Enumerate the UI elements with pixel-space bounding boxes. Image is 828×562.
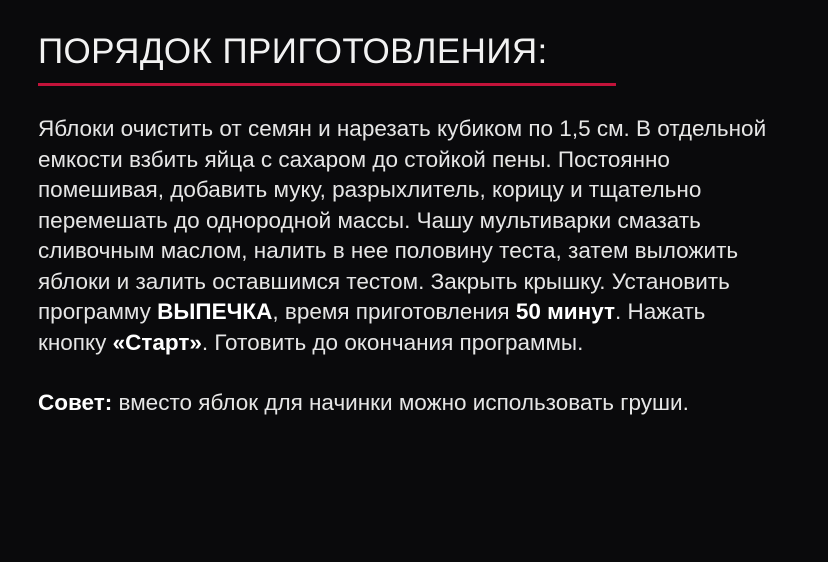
cook-time: 50 минут — [515, 299, 616, 324]
tip-paragraph — [38, 388, 778, 419]
heading-block — [38, 30, 788, 86]
instructions-part1: Яблоки очистить от семян и нарезать кубиком по 1,5 см. В отдельной емкости взбить яйца с сахаром до стойкой пены. Постоянно помешивая, добавить муку, разрыхлитель, корицу и тщательно перемешать до однородной массы. Чашу мультиварки смазать сливочным маслом, налить в нее половину теста, затем выложить яблоки и залить оставшимся тестом. Закрыть крышку. Установить программу — [38, 116, 767, 324]
instructions-part4: . Готовить до окончания программы. — [201, 329, 584, 355]
instructions-part3: . Нажать кнопку — [38, 299, 706, 355]
program-name: ВЫПЕЧКА — [157, 299, 273, 324]
instructions-paragraph — [38, 114, 778, 358]
start-button-name: «Старт» — [112, 329, 202, 355]
page-title: ПОРЯДОК ПРИГОТОВЛЕНИЯ: — [38, 32, 548, 71]
heading-underline-divider — [38, 83, 616, 86]
tip-text: вместо яблок для начинки можно использовать груши. — [112, 390, 689, 415]
tip-label: Совет: — [38, 390, 113, 415]
instructions-part2: , время приготовления — [272, 299, 516, 324]
